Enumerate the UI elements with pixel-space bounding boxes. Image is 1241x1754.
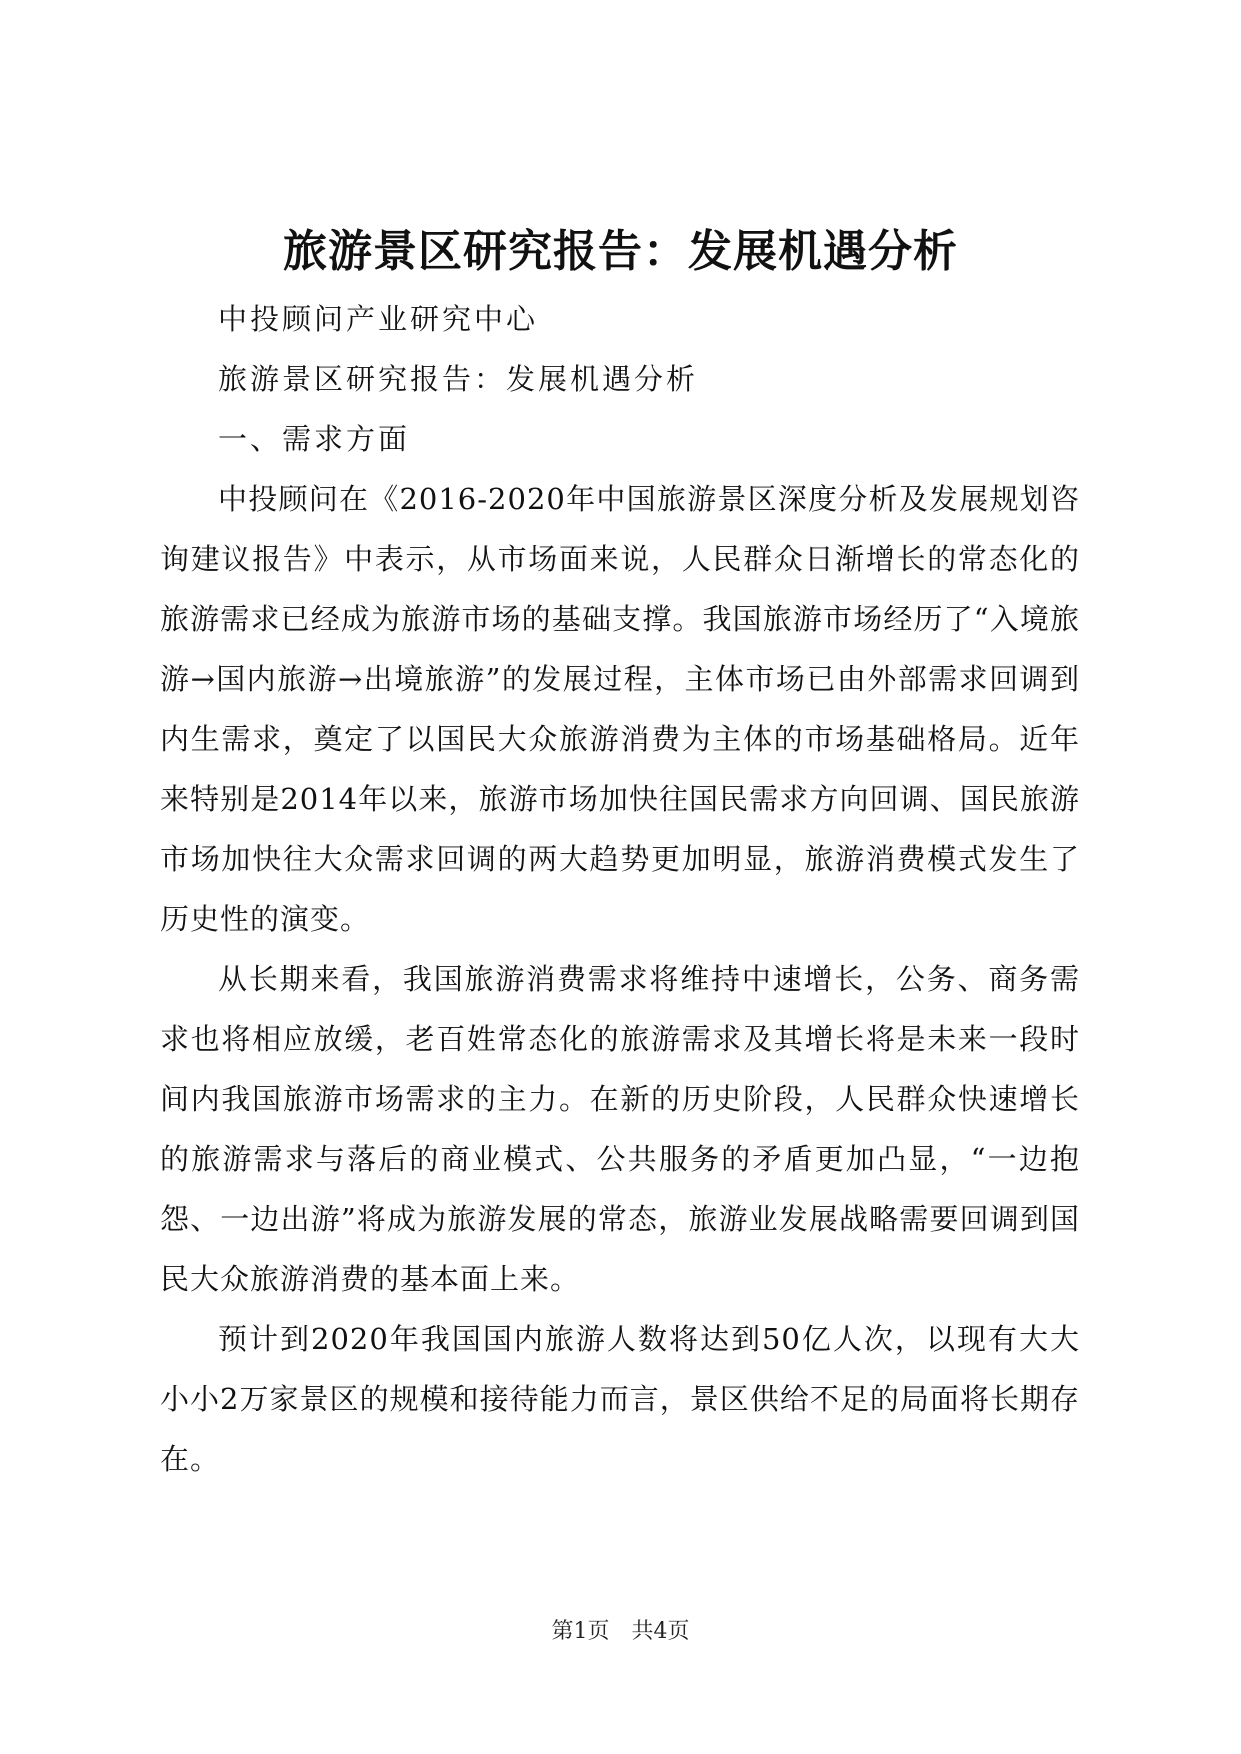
subtitle-line: 旅游景区研究报告：发展机遇分析 xyxy=(218,362,699,396)
page-total: 共4页 xyxy=(631,1619,690,1644)
body-paragraph: 从长期来看，我国旅游消费需求将维持中速增长，公务、商务需求也将相应放缓，老百姓常态化的旅游需求及其增长将是未来一段时间内我国旅游市场需求的主力。在新的历史阶段，人民群众快速增长的旅游需求与落后的商业模式、公共服务的矛盾更加凸显，“一边抱怨、一边出游”将成为旅游发展的常态，旅游业发展战略需要回调到国民大众旅游消费的基本面上来。 xyxy=(160,962,1080,1296)
body-paragraph: 预计到2020年我国国内旅游人数将达到50亿人次，以现有大大小小2万家景区的规模和接待能力而言，景区供给不足的局面将长期存在。 xyxy=(160,1322,1080,1476)
page-number: 第1页 xyxy=(551,1619,610,1644)
page-footer xyxy=(0,1617,1241,1647)
section-heading: 一、需求方面 xyxy=(218,422,411,456)
source-line: 中投顾问产业研究中心 xyxy=(218,302,539,336)
document-title: 旅游景区研究报告：发展机遇分析 xyxy=(283,226,958,277)
body-paragraph: 中投顾问在《2016-2020年中国旅游景区深度分析及发展规划咨询建议报告》中表示，从市场面来说，人民群众日渐增长的常态化的旅游需求已经成为旅游市场的基础支撑。我国旅游市场经历了“入境旅游→国内旅游→出境旅游”的发展过程，主体市场已由外部需求回调到内生需求，奠定了以国民大众旅游消费为主体的市场基础格局。近年来特别是2014年以来，旅游市场加快往国民需求方向回调、国民旅游市场加快往大众需求回调的两大趋势更加明显，旅游消费模式发生了历史性的演变。 xyxy=(160,482,1080,936)
document-body xyxy=(160,289,1080,1489)
